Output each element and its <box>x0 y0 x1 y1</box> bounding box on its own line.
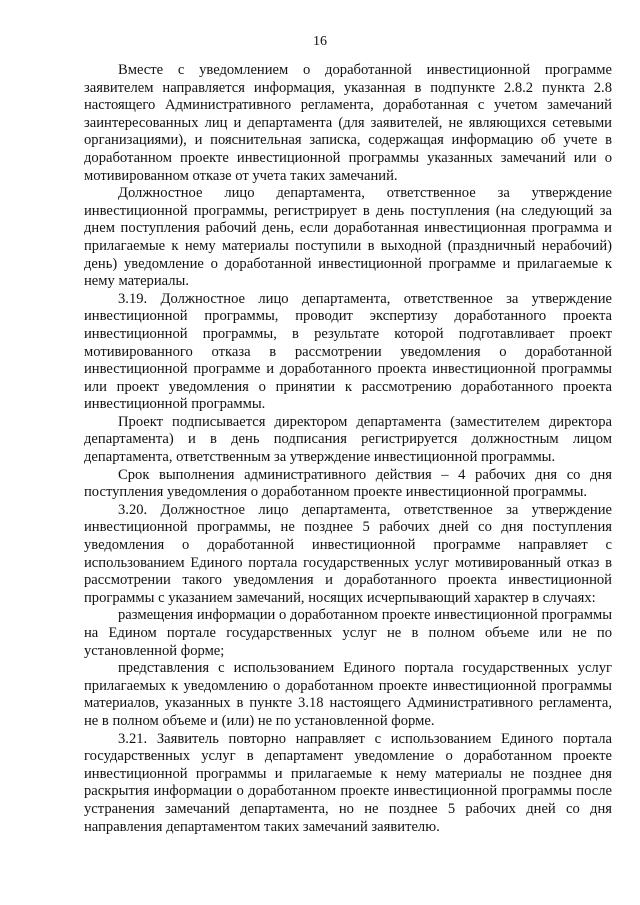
paragraph-notice-attachments: Вместе с уведомлением о доработанной инвестиционной программе заявителем направляется информация, указанная в подпункте 2.8.2 пункта 2.8 настоящего Административного регламента, доработанная с учетом замечаний заинтересованных лиц и департамента (для заявителей, не являющихся сетевыми организациями), и пояснительная записка, содержащая информацию об учете в доработанном проекте инвестиционной программы указанных замечаний или о мотивированном отказе от учета таких замечаний. <box>84 62 612 184</box>
paragraph-3-20-refusal: 3.20. Должностное лицо департамента, ответственное за утверждение инвестиционной программы, не позднее 5 рабочих дней со дня поступления уведомления о доработанной инвестиционной программе направляет с использованием Единого портала государственных услуг мотивированный отказ в рассмотрении такого уведомления и доработанного проекта инвестиционной программы с указанием замечаний, носящих исчерпывающий характер в случаях: <box>84 501 612 606</box>
paragraph-registration: Должностное лицо департамента, ответственное за утверждение инвестиционной программы, регистрирует в день поступления (на следующий за днем поступления рабочий день, если доработанная инвестиционная программа и прилагаемые к нему материалы поступили в выходной (праздничный нерабочий) день) уведомление о доработанной инвестиционной программе и прилагаемые к нему материалы. <box>84 185 612 290</box>
paragraph-signing: Проект подписывается директором департамента (заместителем директора департамента) и в день подписания регистрируется должностным лицом департамента, ответственным за утверждение инвестиционной программы. <box>84 413 612 466</box>
page-number: 16 <box>313 34 327 49</box>
document-body <box>84 62 612 836</box>
paragraph-3-19-expertise: 3.19. Должностное лицо департамента, ответственное за утверждение инвестиционной программы, проводит экспертизу доработанного проекта инвестиционной программы, в результате которой подготавливает проект мотивированного отказа в рассмотрении уведомления о доработанной инвестиционной программе и доработанного проекта инвестиционной программы или проект уведомления о принятии к рассмотрению доработанного проекта инвестиционной программы. <box>84 290 612 413</box>
paragraph-deadline: Срок выполнения административного действия – 4 рабочих дня со дня поступления уведомления о доработанном проекте инвестиционной программы. <box>84 466 612 501</box>
paragraph-3-21-resubmission: 3.21. Заявитель повторно направляет с использованием Единого портала государственных услуг в департамент уведомление о доработанном проекте инвестиционной программы и прилагаемые к нему материалы не позднее дня раскрытия информации о доработанном проекте инвестиционной программы после устранения замечаний департамента, но не позднее 5 рабочих дней со дня направления департаментом таких замечаний заявителю. <box>84 730 612 835</box>
paragraph-case-incomplete-materials: представления с использованием Единого портала государственных услуг прилагаемых к уведомлению о доработанном проекте инвестиционной программы материалов, указанных в пункте 3.18 настоящего Административного регламента, не в полном объеме и (или) не по установленной форме. <box>84 660 612 729</box>
paragraph-case-incomplete-info: размещения информации о доработанном проекте инвестиционной программы на Едином портале государственных услуг не в полном объеме или не по установленной форме; <box>84 607 612 659</box>
